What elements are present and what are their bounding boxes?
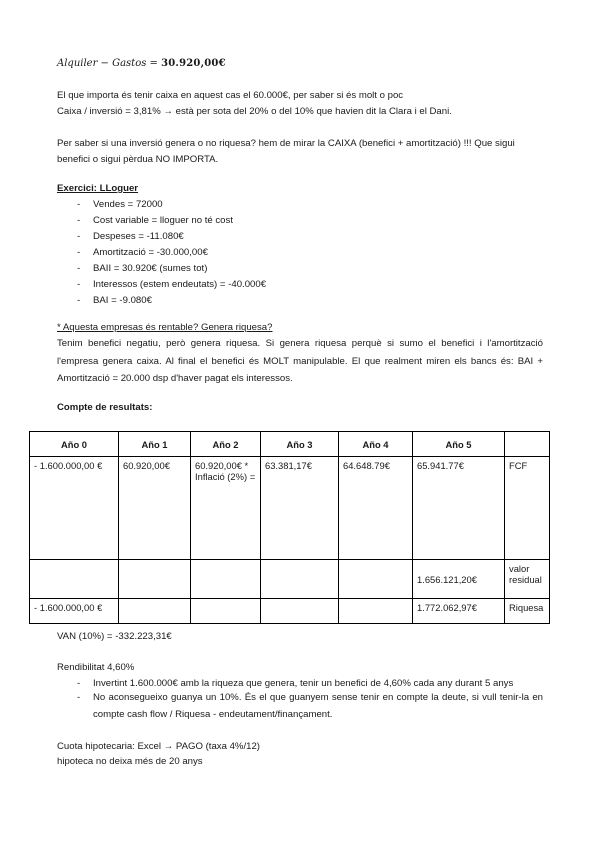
table-cell: - 1.600.000,00 € <box>30 599 119 624</box>
table-cell <box>30 560 119 599</box>
table-header-row <box>30 432 550 457</box>
header-cell: Año 1 <box>119 432 191 457</box>
table-cell: 63.381,17€ <box>261 457 339 560</box>
header-cell: Año 3 <box>261 432 339 457</box>
cuota-line-1: Cuota hipotecaria: Excel → PAGO (taxa 4%/12) <box>57 741 260 752</box>
results-table <box>29 431 550 624</box>
note-line-2: benefici o sigui pèrdua NO IMPORTA. <box>57 154 219 165</box>
header-cell <box>505 432 550 457</box>
formula-expression: Alquiler − Gastos = <box>57 58 162 69</box>
table-cell: - 1.600.000,00 € <box>30 457 119 560</box>
table-cell: FCF <box>505 457 550 560</box>
table-row-fcf <box>30 457 550 560</box>
table-cell: 60.920,00€ <box>119 457 191 560</box>
document-page: Alquiler − Gastos = 30.920,00€ El que importa és tenir caixa en aquest cas el 60.000€, per saber si és molt o poc Caixa / inversió = 3,81% → està per sota del 20% o del 10% que havien dit la Clara i el Dani. Per saber si una inversió genera o no riquesa? hem de mirar la CAIXA (benefici + amortització) !!! Que sigui benefici o sigui pèrdua NO IMPORTA. Exercici: LLoguer - Vendes = 72000 - Cost variable = lloguer no té cost - Despeses = -11.080€ - Amortització = -30.000,00€ - BAII = 30.920€ (sumes tot) - Interessos (estem endeutats) = -40.000€ - BAI = -9.080€ * Aquesta empresas és rentable? Genera riquesa? Tenim benefici negatiu, però genera riquesa. Si genera riquesa perquè si sumo el benefici i l'amortització l'empresa genera caixa. Al final el benefici és MOLT manipulable. El que realment miren els bancs és: BAI + Amortització = 20.000 dsp d'haver pagat els interessos. Compte de resultats: Año 0 Año 1 Año 2 Año 3 Año 4 Año 5 - 1.600.000,00 € 60.920,00€ 60.920,00€ * Inflació (2%) = 63.381,17€ 64.648.79€ 65.941.77€ FCF 1.656.121,20€ valor residual - 1.600.000,00 € 1.772.062,97€ Riquesa VAN (10%) = -332.223,31€ Rendibilitat 4,60% - Invertint 1.600.000€ amb la riqueza que genera, tenir un benefici de 4,60% cada any durant 5 anys - No aconsegueixo guanya un 10%. És el que guanyem sense tenir en compte la deute, si vull tenir-la en compte cash flow / Riquesa - endeutament/finançament. Cuota hipotecaria: Excel → PAGO (taxa 4%/12) hipoteca no deixa més de 20 anys <box>0 0 600 848</box>
exercise-title: Exercici: LLoguer <box>57 183 139 194</box>
rendibilitat-title: Rendibilitat 4,60% <box>57 662 135 673</box>
header-cell: Año 5 <box>413 432 505 457</box>
table-cell <box>119 599 191 624</box>
header-cell: Año 2 <box>191 432 261 457</box>
formula-value: 30.920,00€ <box>161 58 226 69</box>
table-cell <box>261 599 339 624</box>
cuota-line-2: hipoteca no deixa més de 20 anys <box>57 756 203 767</box>
table-cell: 1.772.062,97€ <box>413 599 505 624</box>
rendibilitat-item: - <box>77 692 81 703</box>
table-cell: 65.941.77€ <box>413 457 505 560</box>
table-cell: valor residual <box>505 560 550 599</box>
table-cell: Riquesa <box>505 599 550 624</box>
question-body: Tenim benefici negatiu, però genera riquesa. Si genera riquesa perquè si sumo el benefici i l'amortització l'empresa genera caixa. Al final el benefici és MOLT manipulable. El que realment miren els bancs és: BAI + Amortització = 20.000 dsp d'haver pagat els interessos. <box>57 338 543 384</box>
table-cell: 60.920,00€ * Inflació (2%) = <box>191 457 261 560</box>
note-line-1: Per saber si una inversió genera o no riquesa? hem de mirar la CAIXA (benefici + amortització) !!! Que sigui <box>57 138 515 149</box>
table-cell: 1.656.121,20€ <box>413 560 505 599</box>
table-cell <box>191 599 261 624</box>
question-title: * Aquesta empresas és rentable? Genera riquesa? <box>57 322 273 333</box>
table-cell <box>339 599 413 624</box>
van-line: VAN (10%) = -332.223,31€ <box>57 631 172 642</box>
table-cell <box>339 560 413 599</box>
intro-line-1: El que importa és tenir caixa en aquest cas el 60.000€, per saber si és molt o poc <box>57 90 404 101</box>
header-cell: Año 4 <box>339 432 413 457</box>
table-cell <box>119 560 191 599</box>
table-cell <box>261 560 339 599</box>
compte-title: Compte de resultats: <box>57 402 153 413</box>
formula-line <box>57 58 226 70</box>
rendibilitat-item-text: No aconsegueixo guanya un 10%. És el que guanyem sense tenir en compte la deute, si vull tenir-la en compte cash flow / Riquesa - endeutament/finançament. <box>93 692 543 720</box>
intro-line-2: Caixa / inversió = 3,81% → està per sota del 20% o del 10% que havien dit la Clara i el Dani. <box>57 106 452 117</box>
table-row-riquesa <box>30 599 550 624</box>
table-row-residual <box>30 560 550 599</box>
table-cell <box>191 560 261 599</box>
header-cell: Año 0 <box>30 432 119 457</box>
table-cell: 64.648.79€ <box>339 457 413 560</box>
